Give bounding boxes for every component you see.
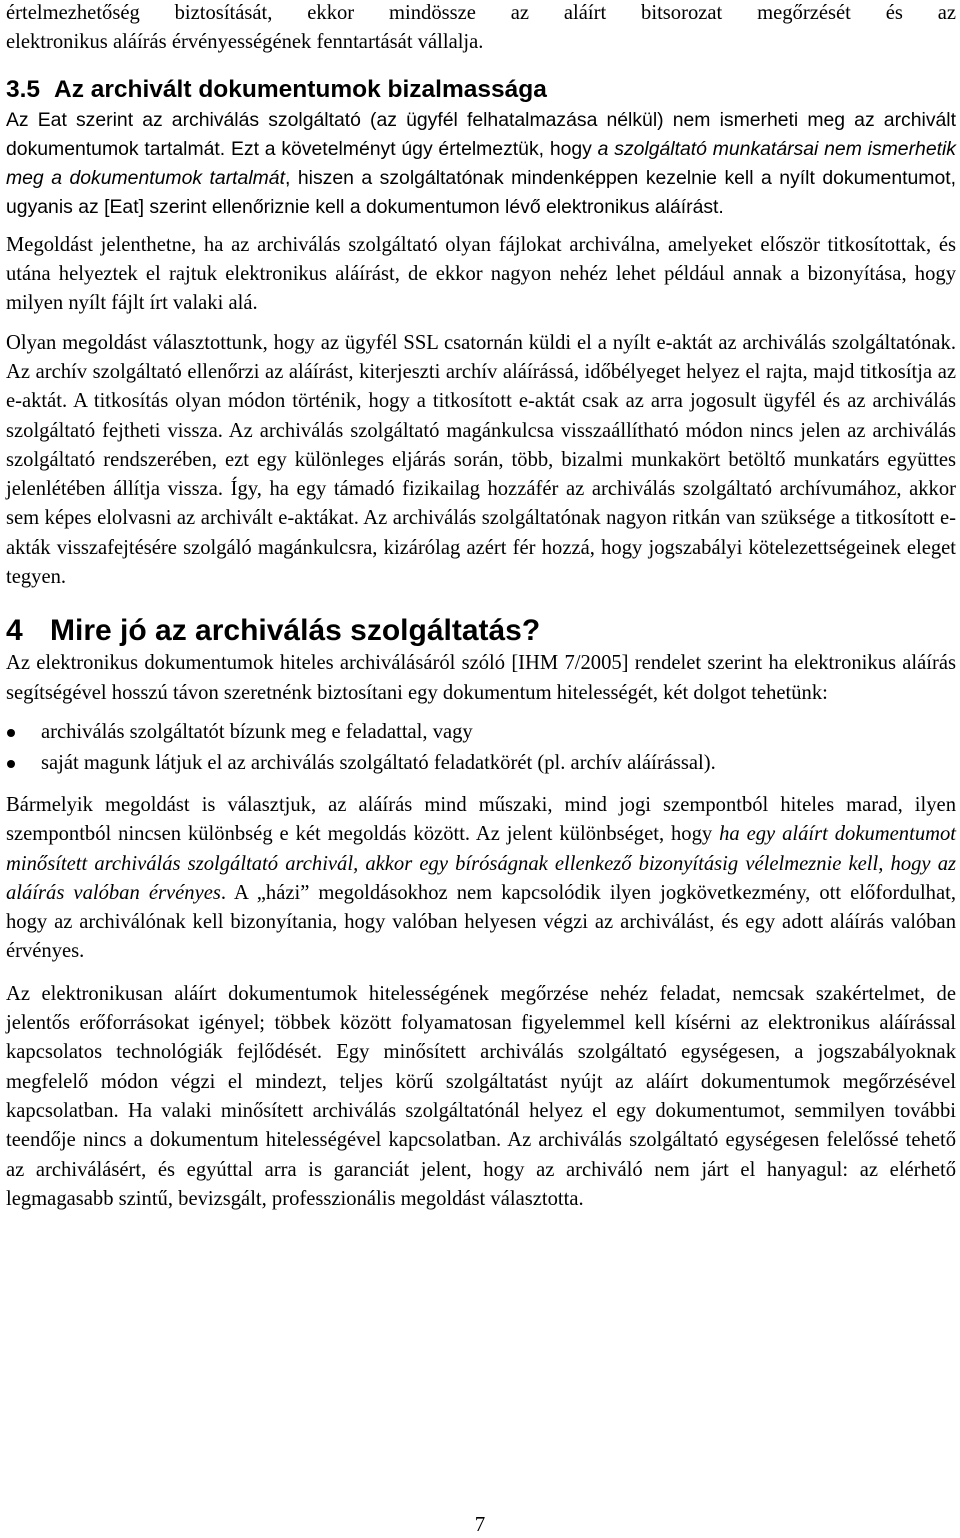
section-number: 3.5 xyxy=(6,75,41,103)
paragraph-benefits: Az elektronikusan aláírt dokumentumok hitelességének megőrzése nehéz feladat, nemcsak szakértelmet, de jelentős erőforrásokat igényel; többek között folyamatosan figyelemmel kell kísérni az elektronikus aláírással kapcsolatos technológiák fejlődését. Egy minősített archiválás szolgáltató egységesen, a jogszabályoknak megfelelő módon végzi el mindezt, teljes körű szolgáltatást nyújt az aláírt dokumentumok megőrzésével kapcsolatban. Ha valaki minősített archiválás szolgáltatónál helyez el egy dokumentumot, semmilyen további teendője nincs a dokumentum hitelességével kapcsolatban. Az archiválás szolgáltató egységesen felelőssé tehető az archiválásért, és egyúttal arra is garanciát jelent, hogy az archiváló nem járt el hanyagul: az elérhető legmagasabb szintű, bevizsgált, professzionális megoldást választotta. xyxy=(6,982,956,1210)
paragraph-continuation xyxy=(6,0,956,58)
bullet-icon xyxy=(7,760,15,768)
eat-requirement-text: Az Eat szerint az archiválás szolgáltató (az ügyfél felhatalmazása nélkül) nem ismerheti meg az archivált dokumentumok tartalmát. xyxy=(6,108,956,160)
continuation-line-1: értelmezhetőség biztosítását, ekkor mindössze az aláírt bitsorozat megőrzését és az xyxy=(6,2,956,24)
difference-emphasis: ha egy aláírt dokumentumot minősített archiválás szolgáltató archivál, akkor egy bíróságnak ellenkező bizonyításig vélelmeznie kell, hogy az aláírás valóban érvényes xyxy=(6,823,957,904)
paragraph-alternative-solution: Megoldást jelenthetne, ha az archiválás szolgáltató olyan fájlokat archiválna, amelyeket először titkosítottak, és utána helyeztek el rajtuk elektronikus aláírást, de ekkor nagyon nehéz lehet például annak a bizonyítása, hogy milyen nyílt fájlt írt valaki alá. xyxy=(6,233,956,315)
paragraph-difference xyxy=(6,791,956,967)
list-item-text: archiválás szolgáltatót bízunk meg e feladattal, vagy xyxy=(41,720,473,743)
difference-rest: . A „házi” megoldásokhoz nem kapcsolódik ilyen jogkövetkezmény, ott előfordulhat, hogy az archiválónak kell bizonyítania, hogy valóban helyesen végzi az archiválást, és egy adott aláírás valóban érvényes. xyxy=(6,881,956,963)
interpretation-emphasis: a szolgáltató munkatársai nem ismerhetik meg a dokumentumok tartalmát xyxy=(6,137,957,190)
list-item xyxy=(6,717,956,748)
paragraph-confidentiality-requirement xyxy=(6,106,956,223)
paragraph-chosen-solution: Olyan megoldást választottunk, hogy az ügyfél SSL csatornán küldi el a nyílt e-aktát az archiválás szolgáltatónak. Az archív szolgáltató ellenőrzi az aláírást, kiterjeszti archív aláírássá, időbélyeget helyez el rajta, majd titkosítja az e-aktát. A titkosítás olyan módon történik, hogy a titkosított e-aktát csak az arra jogosult ügyfél és az archiválás szolgáltató fejtheti vissza. Az archiválás szolgáltató magánkulcsa visszaállítható módon nincs jelen az archiválás szolgáltató rendszerében, ezt egy különleges eljárás során, több, bizalmi munkakört betöltő munkatárs együttes jelenlétében állítja vissza. Így, ha egy támadó fizikailag hozzáfér az archiválás szolgáltató archívumához, akkor sem képes elolvasni az archivált e-aktákat. Az archiválás szolgáltatónak nagyon ritkán van szüksége a titkosított e-akták visszafejtésére szolgáló magánkulcsra, kizárólag azért fér hozzá, hogy jogszabályi kötelezettségeinek eleget tegyen. xyxy=(6,331,956,589)
section-title: Mire jó az archiválás szolgáltatás? xyxy=(50,614,541,648)
options-list xyxy=(6,717,956,779)
document-page xyxy=(6,0,956,1214)
list-item-text: saját magunk látjuk el az archiválás szolgáltató feladatkörét (pl. archív aláírással). xyxy=(41,751,716,774)
list-item xyxy=(6,748,956,779)
page-number: 7 xyxy=(474,1512,486,1536)
section-number: 4 xyxy=(6,614,23,648)
section-3-5-heading xyxy=(6,74,956,106)
interpretation-text: Ezt a követelményt úgy értelmeztük, hogy xyxy=(225,137,598,160)
section-4-heading xyxy=(6,613,956,649)
bullet-icon xyxy=(7,729,15,737)
paragraph-regulation-intro: Az elektronikus dokumentumok hiteles archiválásáról szóló [IHM 7/2005] rendelet szerint ha elektronikus aláírás segítségével hosszú távon szeretnénk biztosítani egy dokumentum hitelességét, két dolgot tehetünk: xyxy=(6,652,956,704)
section-title: Az archivált dokumentumok bizalmassága xyxy=(54,75,547,103)
difference-text: Bármelyik megoldást is választjuk, az aláírás mind műszaki, mind jogi szempontból hiteles marad, ilyen szempontból nincsen különbség e két megoldás között. Az jelent különbséget, hogy xyxy=(6,793,956,846)
continuation-line-2: elektronikus aláírás érvényességének fenntartását vállalja. xyxy=(6,31,484,54)
interpretation-rest: , hiszen a szolgáltatónak mindenképpen kezelnie kell a nyílt dokumentumot, ugyanis az [Eat] szerint ellenőriznie kell a dokumentumon lévő elektronikus aláírást. xyxy=(6,167,957,219)
